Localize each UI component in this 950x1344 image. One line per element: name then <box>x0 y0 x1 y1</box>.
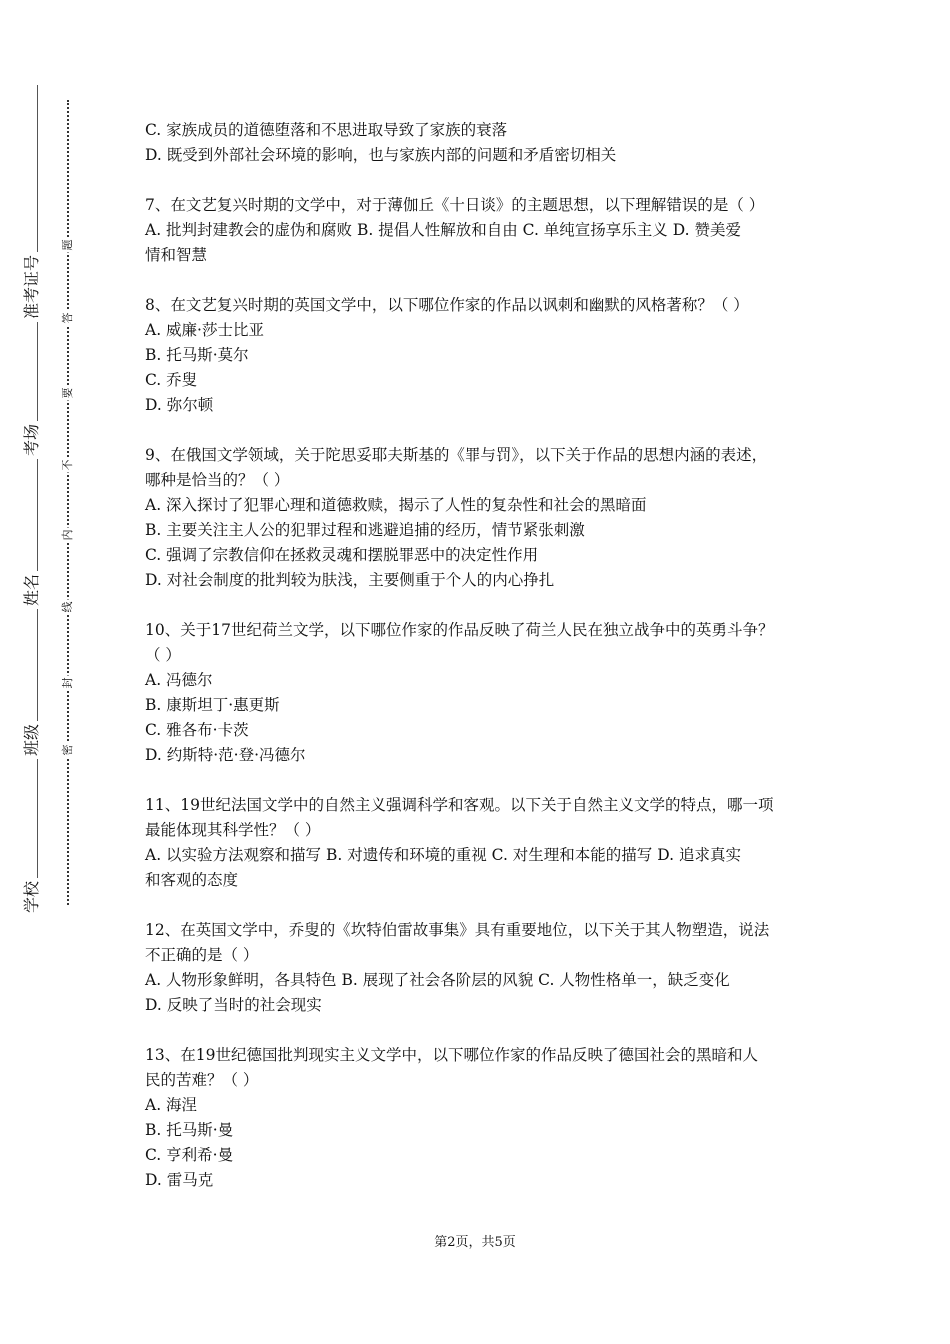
binding-solid-line <box>37 85 38 915</box>
question-line: 和客观的态度 <box>145 871 239 889</box>
question-line: 最能体现其科学性？（ ） <box>145 821 321 839</box>
question-line: 哪种是恰当的？（ ） <box>145 471 290 489</box>
question-line: A. 批判封建教会的虚伪和腐败 B. 提倡人性解放和自由 C. 单纯宣扬享乐主义 D. 赞美爱 <box>145 221 741 239</box>
question-line: 民的苦难？（ ） <box>145 1071 259 1089</box>
field-name: 姓名 <box>23 571 41 609</box>
question-line: 10、关于17世纪荷兰文学，以下哪位作家的作品反映了荷兰人民在独立战争中的英勇斗争？ <box>145 621 774 639</box>
seal-char: 内 <box>61 529 74 541</box>
question-block <box>145 118 825 168</box>
question-line: 9、在俄国文学领域，关于陀思妥耶夫斯基的《罪与罚》，以下关于作品的思想内涵的表述， <box>145 446 768 464</box>
question-line: D. 对社会制度的批判较为肤浅，主要侧重于个人的内心挣扎 <box>145 571 555 589</box>
question-block <box>145 293 825 418</box>
field-class: 班级 <box>23 721 41 759</box>
seal-char: 线 <box>61 601 74 613</box>
question-line: B. 康斯坦丁·惠更斯 <box>145 696 280 714</box>
binding-dotted-line <box>67 100 69 905</box>
question-block <box>145 618 825 768</box>
question-line: 不正确的是（ ） <box>145 946 259 964</box>
question-list <box>145 118 825 1218</box>
question-line: B. 托马斯·莫尔 <box>145 346 249 364</box>
question-line: C. 亨利希·曼 <box>145 1146 234 1164</box>
question-line: 8、在文艺复兴时期的英国文学中，以下哪位作家的作品以讽刺和幽默的风格著称？（ ） <box>145 296 749 314</box>
seal-char: 封 <box>61 677 74 689</box>
question-line: A. 威廉·莎士比亚 <box>145 321 264 339</box>
question-block <box>145 443 825 593</box>
seal-char: 不 <box>61 459 74 471</box>
question-line: C. 家族成员的道德堕落和不思进取导致了家族的衰落 <box>145 121 508 139</box>
question-line: D. 约斯特·范·登·冯德尔 <box>145 746 306 764</box>
question-line: B. 托马斯·曼 <box>145 1121 234 1139</box>
field-exam-id: 准考证号 <box>23 252 41 322</box>
question-block <box>145 193 825 268</box>
field-exam-room: 考场 <box>23 421 41 459</box>
question-line: C. 雅各布·卡茨 <box>145 721 249 739</box>
question-line: B. 主要关注主人公的犯罪过程和逃避追捕的经历，情节紧张刺激 <box>145 521 585 539</box>
question-block <box>145 1043 825 1193</box>
question-line: A. 深入探讨了犯罪心理和道德救赎，揭示了人性的复杂性和社会的黑暗面 <box>145 496 647 514</box>
question-line: A. 以实验方法观察和描写 B. 对遗传和环境的重视 C. 对生理和本能的描写 D. 追求真实 <box>145 846 741 864</box>
question-line: C. 乔叟 <box>145 371 198 389</box>
question-line: D. 既受到外部社会环境的影响，也与家族内部的问题和矛盾密切相关 <box>145 146 617 164</box>
question-line: 12、在英国文学中，乔叟的《坎特伯雷故事集》具有重要地位，以下关于其人物塑造，说法 <box>145 921 770 939</box>
question-line: 情和智慧 <box>145 246 208 264</box>
seal-char: 题 <box>61 239 74 251</box>
question-line: 7、在文艺复兴时期的文学中，对于薄伽丘《十日谈》的主题思想，以下理解错误的是（ ） <box>145 196 765 214</box>
seal-char: 要 <box>61 387 74 399</box>
question-line: A. 海涅 <box>145 1096 198 1114</box>
question-line: 13、在19世纪德国批判现实主义文学中，以下哪位作家的作品反映了德国社会的黑暗和人 <box>145 1046 758 1064</box>
seal-char: 答 <box>61 312 74 324</box>
question-line: 11、19世纪法国文学中的自然主义强调科学和客观。以下关于自然主义文学的特点，哪一项 <box>145 796 774 814</box>
question-line: D. 弥尔顿 <box>145 396 214 414</box>
question-line: C. 强调了宗教信仰在拯救灵魂和摆脱罪恶中的决定性作用 <box>145 546 539 564</box>
page-footer: 第2页，共5页 <box>434 1235 516 1250</box>
question-line: D. 反映了当时的社会现实 <box>145 996 322 1014</box>
question-block <box>145 793 825 893</box>
question-line: A. 人物形象鲜明，各具特色 B. 展现了社会各阶层的风貌 C. 人物性格单一，缺乏变化 <box>145 971 730 989</box>
seal-char: 密 <box>61 744 74 756</box>
question-line: D. 雷马克 <box>145 1171 214 1189</box>
question-block <box>145 918 825 1018</box>
question-line: （ ） <box>145 646 181 664</box>
question-line: A. 冯德尔 <box>145 671 213 689</box>
field-school: 学校 <box>23 878 41 916</box>
